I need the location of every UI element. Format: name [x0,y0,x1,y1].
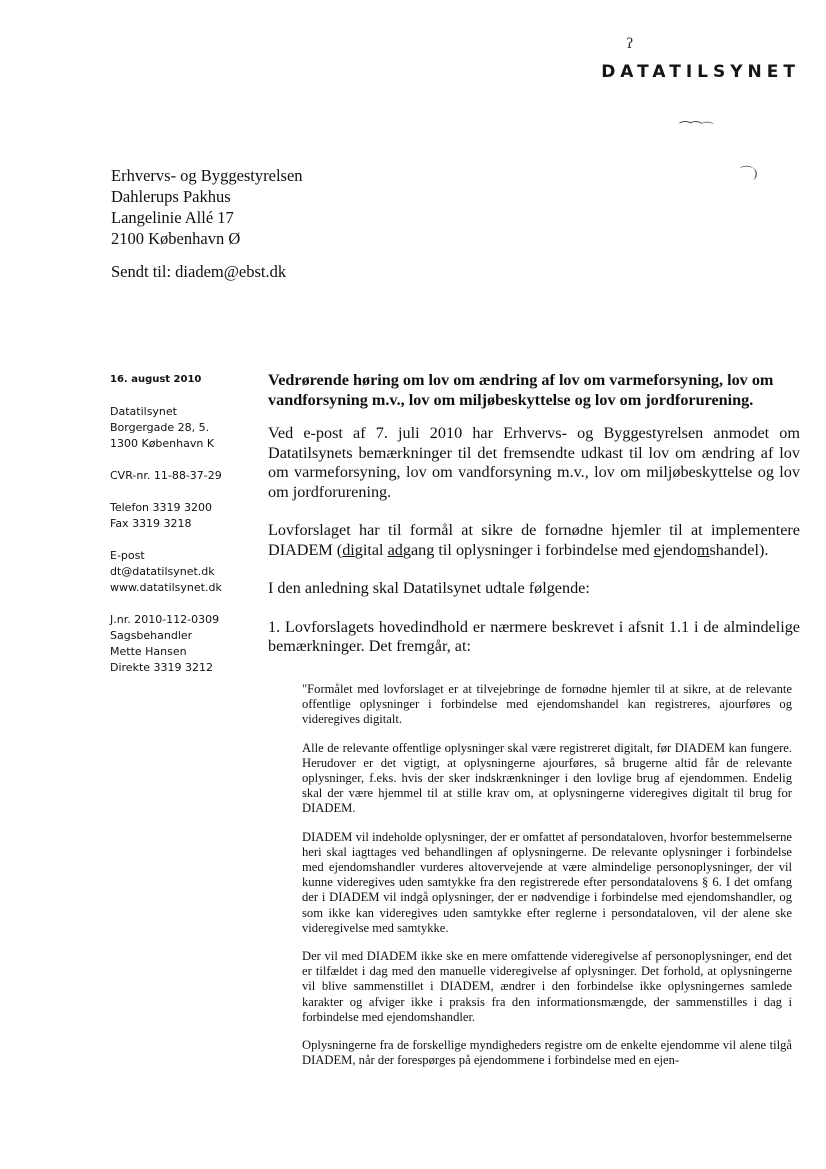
cvr-number: CVR-nr. 11-88-37-29 [110,469,222,482]
case-handler-name: Mette Hansen [110,645,187,658]
underlined-text: ad [387,540,403,559]
address-line: 2100 København Ø [111,229,241,248]
address-line: Dahlerups Pakhus [111,187,231,206]
quote-paragraph: DIADEM vil indeholde oplysninger, der er omfattet af persondataloven, hvorfor bestemmelserne heri skal iagttages ved behandlingen af oplysningerne. De relevante oplysninger i forbindelse med ejendomshandler vurderes altovervejende at være almindelige personoplysninger, der vil kunne videregives uden samtykke fra den registrerede efter persondatalovens § 6. I det omfang der i DIADEM vil indgå oplysninger, der er nødvendige i forbindelse med ejendomshandler, og som ikke kan videregives uden samtykke efter reglerne i persondataloven, vil der alene ske videregivelse med samtykke. [302,829,792,935]
paragraph: I den anledning skal Datatilsynet udtale følgende: [268,579,590,597]
letter-date: 16. august 2010 [110,374,202,385]
underlined-text: m [696,540,710,559]
sender-sidebar [110,372,260,692]
email-label: E-post [110,549,145,562]
letter-body [268,370,800,676]
sender-org [110,404,260,452]
text-run: gang til oplysninger i forbindelse med [402,540,654,559]
sender-city: 1300 København K [110,437,215,450]
sent-to-line: Sendt til: diadem@ebst.dk [111,262,287,281]
handwritten-mark-icon: ʔ [626,36,634,52]
case-handler-label: Sagsbehandler [110,629,193,642]
scribble-icon: ⌒) [740,165,758,180]
case-number: J.nr. 2010-112-0309 [110,613,220,626]
underlined-text: e [653,540,661,559]
text-run: jendo [660,540,697,559]
scribble-icon: ⁀⁀⌒ [680,121,714,136]
quote-paragraph: Oplysningerne fra de forskellige myndigheders registre om de enkelte ejendomme vil alene tilgå DIADEM, når der forespørges på ejendommene i forbindelse med en ejen- [302,1038,792,1068]
sender-name: Datatilsynet [110,405,177,418]
fax-number: Fax 3319 3218 [110,517,192,530]
datatilsynet-logo: DATATILSYNET [601,62,800,82]
case-block [110,612,260,676]
address-line: Erhvervs- og Byggestyrelsen [111,166,303,185]
letter-subject: Vedrørende høring om lov om ændring af lov om varmeforsyning, lov om vandforsyning m.v., lov om miljøbeskyttelse og lov om jordforurening. [268,371,774,409]
underlined-text: di [342,540,355,559]
quote-paragraph: Der vil med DIADEM ikke ske en mere omfattende videregivelse af personoplysninger, end det er tilfældet i dag med den manuelle videregivelse af oplysninger. Det forhold, at oplysningerne vil blive sammenstillet i DIADEM, ændrer i den forbindelse ikke oplysningernes samlede karakter og afviger ikke i praksis fra den informationsmængde, der sammenstilles i dag i forbindelse med ejendomshandler. [302,949,792,1024]
sender-street: Borgergade 28, 5. [110,421,210,434]
paragraph [268,521,800,560]
direct-phone: Direkte 3319 3212 [110,661,214,674]
paragraph: 1. Lovforslagets hovedindhold er nærmere beskrevet i afsnit 1.1 i de almindelige bemærkninger. Det fremgår, at: [268,617,800,655]
phone-block [110,500,260,532]
paragraph: Ved e-post af 7. juli 2010 har Erhvervs- og Byggestyrelsen anmodet om Datatilsynets bemærkninger til det fremsendte udkast til lov om ændring af lov om varmeforsyning, lov om vandforsyning m.v., lov om miljøbeskyttelse og lov om jordforurening. [268,424,800,501]
phone-number: Telefon 3319 3200 [110,501,212,514]
email-address: dt@datatilsynet.dk [110,565,215,578]
text-run: shandel). [709,540,769,559]
contact-block [110,548,260,596]
quote-paragraph: "Formålet med lovforslaget er at tilvejebringe de fornødne hjemler til at sikre, at de relevante offentlige oplysninger i forbindelse med ejendomshandel kan registreres, ajourføres og videregives digitalt. [302,682,792,727]
text-run: Lovforslaget har til formål at sikre de fornødne hjemler til at implementere DIADEM ( [268,521,800,559]
quote-paragraph: Alle de relevante offentlige oplysninger skal være registreret digitalt, før DIADEM kan fungere. Herudover er det vigtigt, at oplysningerne ajourføres, så brugerne altid får de relevante oplysninger, f.eks. hvis der sker indskrænkninger i den lovlige brug af ejendommen. Endelig skal der være hjemmel til at stille krav om, at oplysningerne videregives digitalt til brug for DIADEM. [302,740,792,816]
text-run: gital [354,540,388,559]
recipient-address [111,165,303,249]
website: www.datatilsynet.dk [110,581,222,594]
address-line: Langelinie Allé 17 [111,208,234,227]
block-quote [302,682,792,1081]
